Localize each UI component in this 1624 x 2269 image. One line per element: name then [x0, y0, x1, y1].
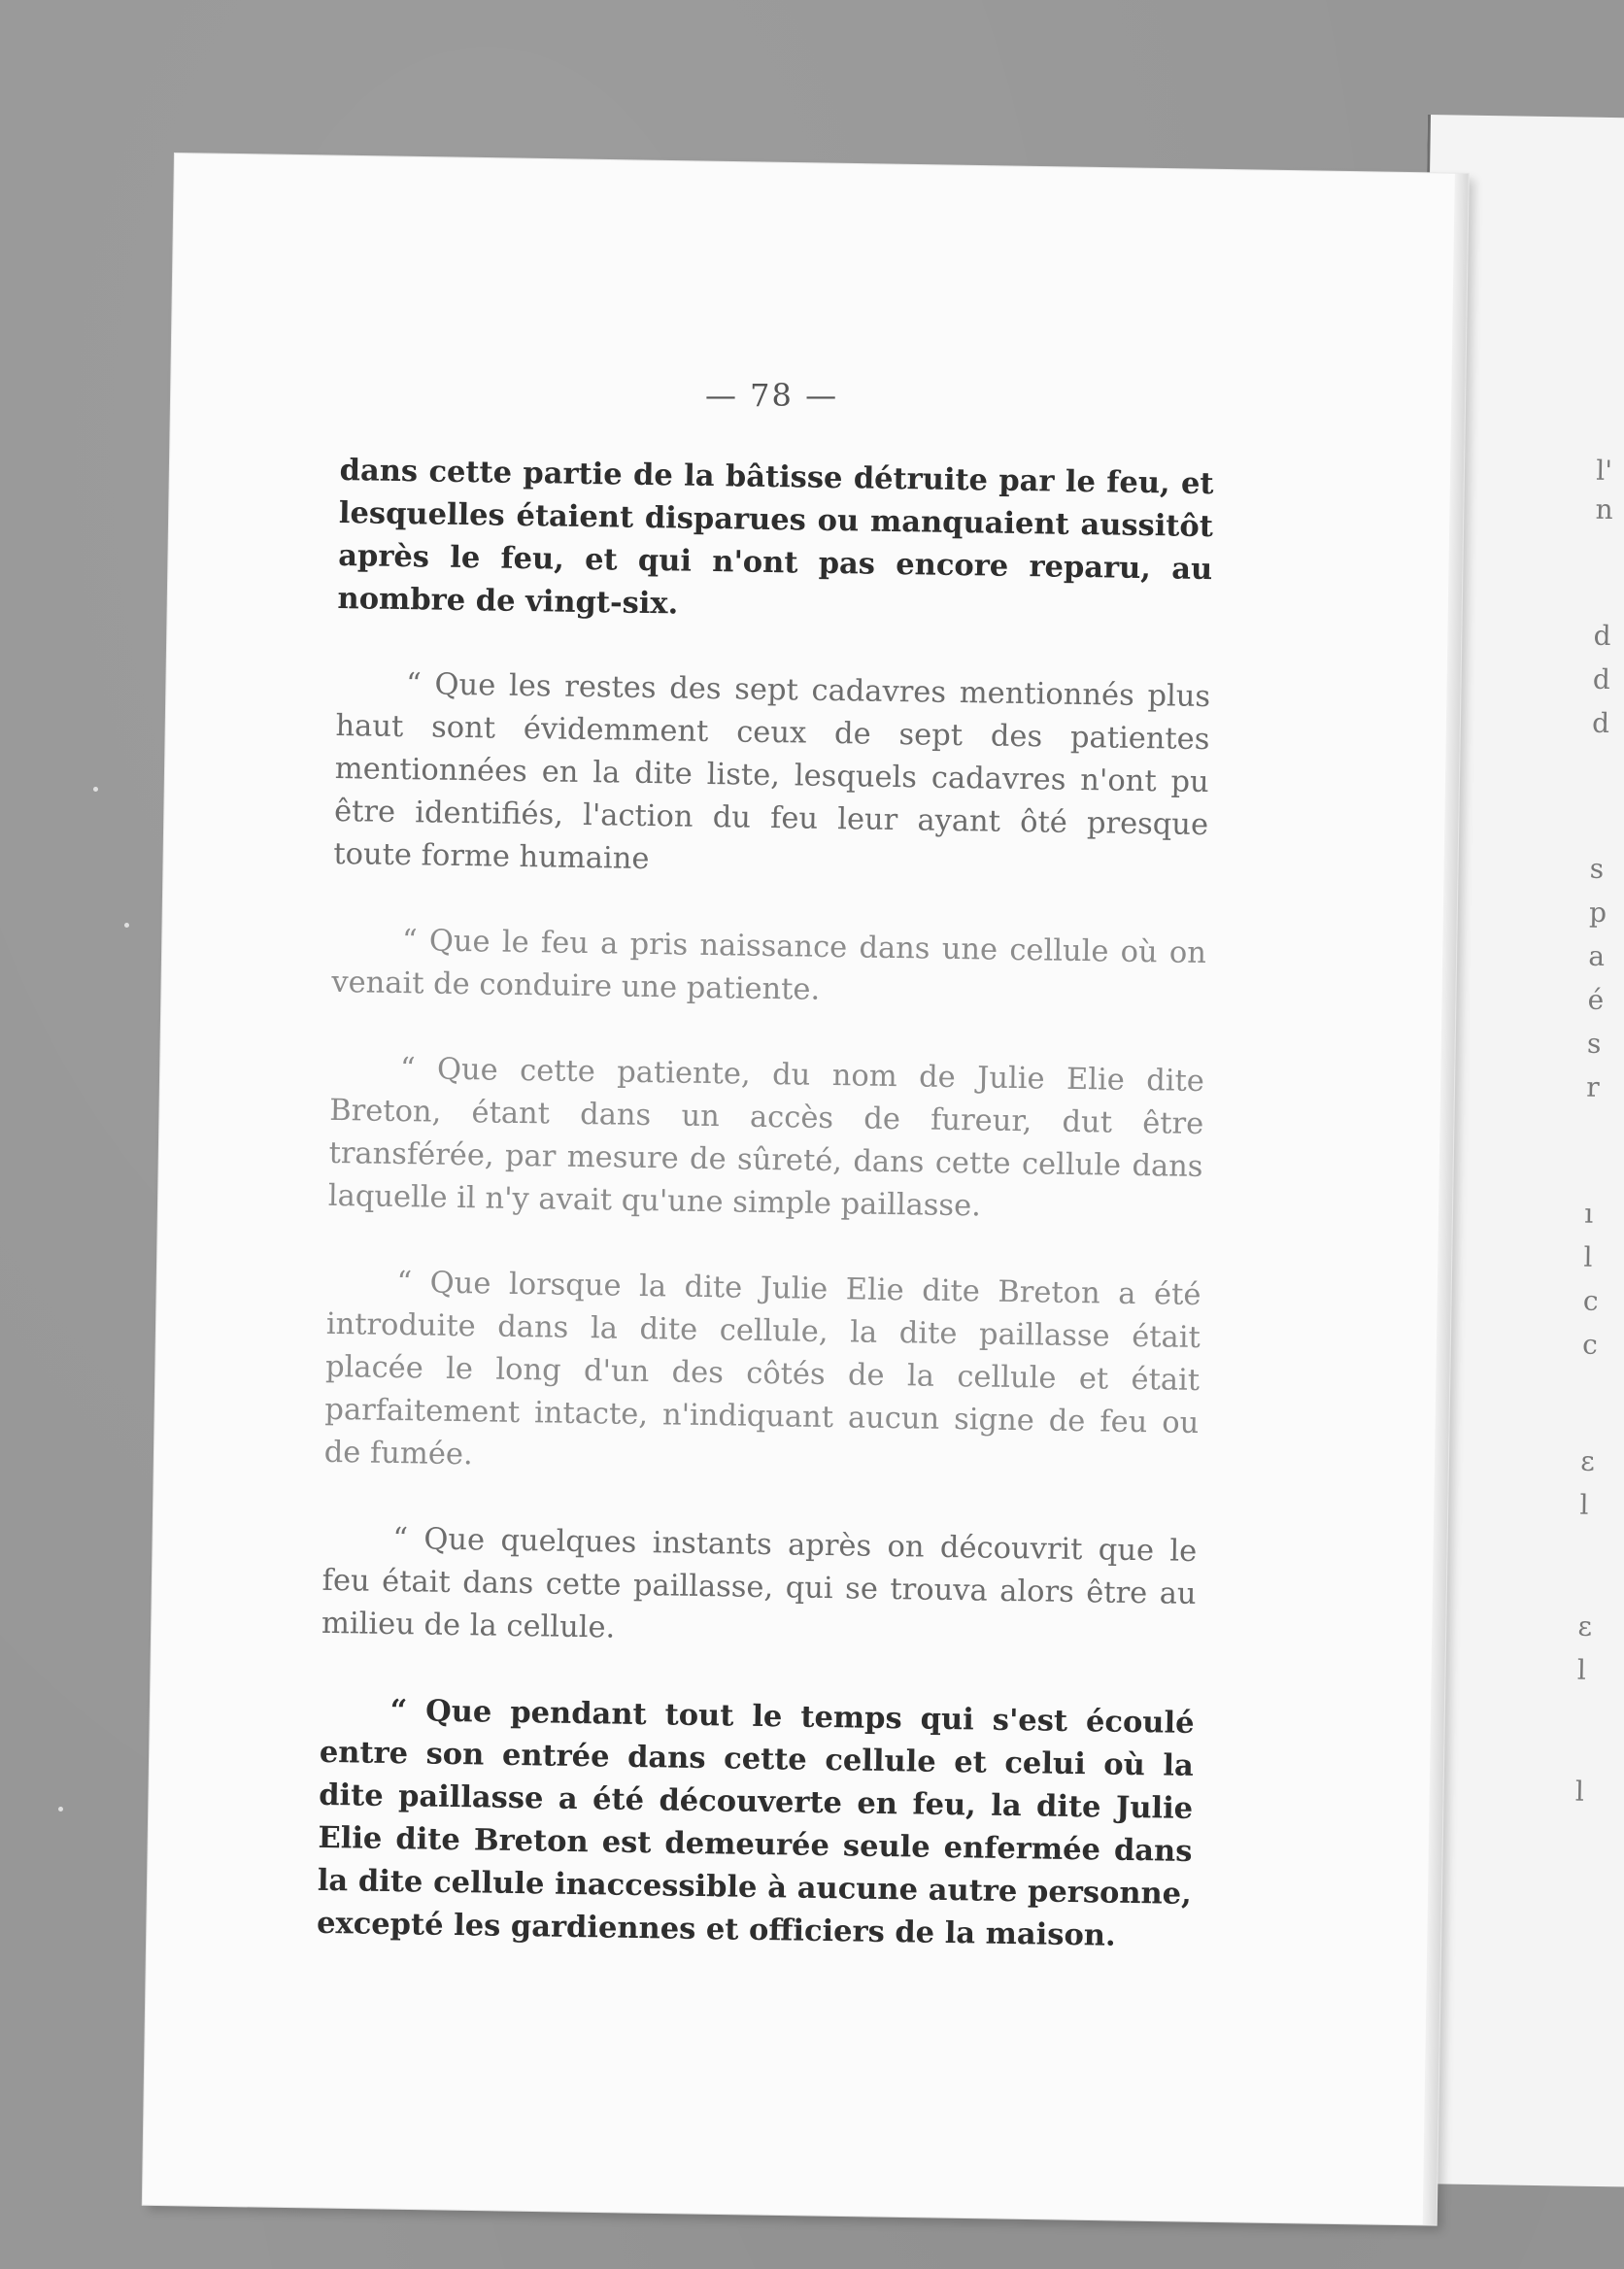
- facing-page-letter: l: [1579, 1488, 1589, 1521]
- facing-page-letter: é: [1587, 983, 1605, 1016]
- facing-page-letter: l': [1596, 454, 1613, 488]
- paragraph: “ Que les restes des sept cadavres mentionnés plus haut sont évidemment ceux de sept des patientes mentionnées en la dite liste, lesquels cadavres n'ont pu être identifiés, l'action du feu leur ayant ôté presque toute forme humaine: [333, 667, 1211, 877]
- facing-page-letter: ı: [1583, 1197, 1594, 1230]
- paragraph: “ Que le feu a pris naissance dans une cellule où on venait de conduire une patiente.: [331, 924, 1207, 1007]
- scan-speck: [124, 923, 129, 928]
- facing-page-letter: c: [1582, 1284, 1599, 1317]
- paragraph: “ Que cette patiente, du nom de Julie Elie dite Breton, étant dans un accès de fureur, dut être transférée, par mesure de sûreté, dans cette cellule dans laquelle il n'y avait qu'une simple paillasse.: [327, 1052, 1205, 1224]
- facing-page-letter: d: [1592, 662, 1611, 696]
- paragraph: “ Que pendant tout le temps qui s'est écoulé entre son entrée dans cette cellule et celui où la dite paillasse a été découverte en feu, la dite Julie Elie dite Breton est demeurée seule enfermée dans la dite cellule inaccessible à aucune autre personne, excepté les gardiennes et officiers de la maison.: [316, 1692, 1195, 1953]
- facing-page-letter: r: [1586, 1070, 1600, 1103]
- facing-page-letter: l: [1576, 1653, 1587, 1686]
- scan-speck: [58, 1807, 63, 1812]
- paragraph: “ Que lorsque la dite Julie Elie dite Breton a été introduite dans la dite cellule, la dite paillasse était placée le long d'un des côtés de la cellule et était parfaitement intacte, n'indiquant aucun signe de feu ou de fumée.: [323, 1266, 1201, 1473]
- facing-page-letter: l: [1583, 1240, 1593, 1273]
- scan-speck: [93, 787, 98, 792]
- paragraph: “ Que quelques instants après on découvrit que le feu était dans cette paillasse, qui se trouva alors être au milieu de la cellule.: [321, 1521, 1198, 1645]
- facing-page-letter: d: [1591, 706, 1610, 740]
- facing-page-letter: p: [1588, 896, 1607, 929]
- facing-page-letter: s: [1586, 1027, 1602, 1060]
- paragraph: dans cette partie de la bâtisse détruite par le feu, et lesquelles étaient disparues ou manquaient aussitôt après le feu, et qui n'ont pas encore reparu, au nombre de vingt-six.: [337, 452, 1214, 622]
- page-number: — 78 —: [705, 377, 839, 414]
- facing-page-letter: c: [1581, 1328, 1599, 1361]
- facing-page-letter: l: [1574, 1775, 1585, 1808]
- facing-page-letter: d: [1593, 619, 1611, 653]
- facing-page-letter: a: [1588, 939, 1606, 972]
- facing-page-letter: ε: [1579, 1444, 1596, 1477]
- facing-page-letter: s: [1589, 852, 1605, 885]
- facing-page-letter: ε: [1577, 1609, 1593, 1642]
- facing-page-letter: n: [1595, 492, 1613, 526]
- page-body-text: [316, 449, 1214, 2001]
